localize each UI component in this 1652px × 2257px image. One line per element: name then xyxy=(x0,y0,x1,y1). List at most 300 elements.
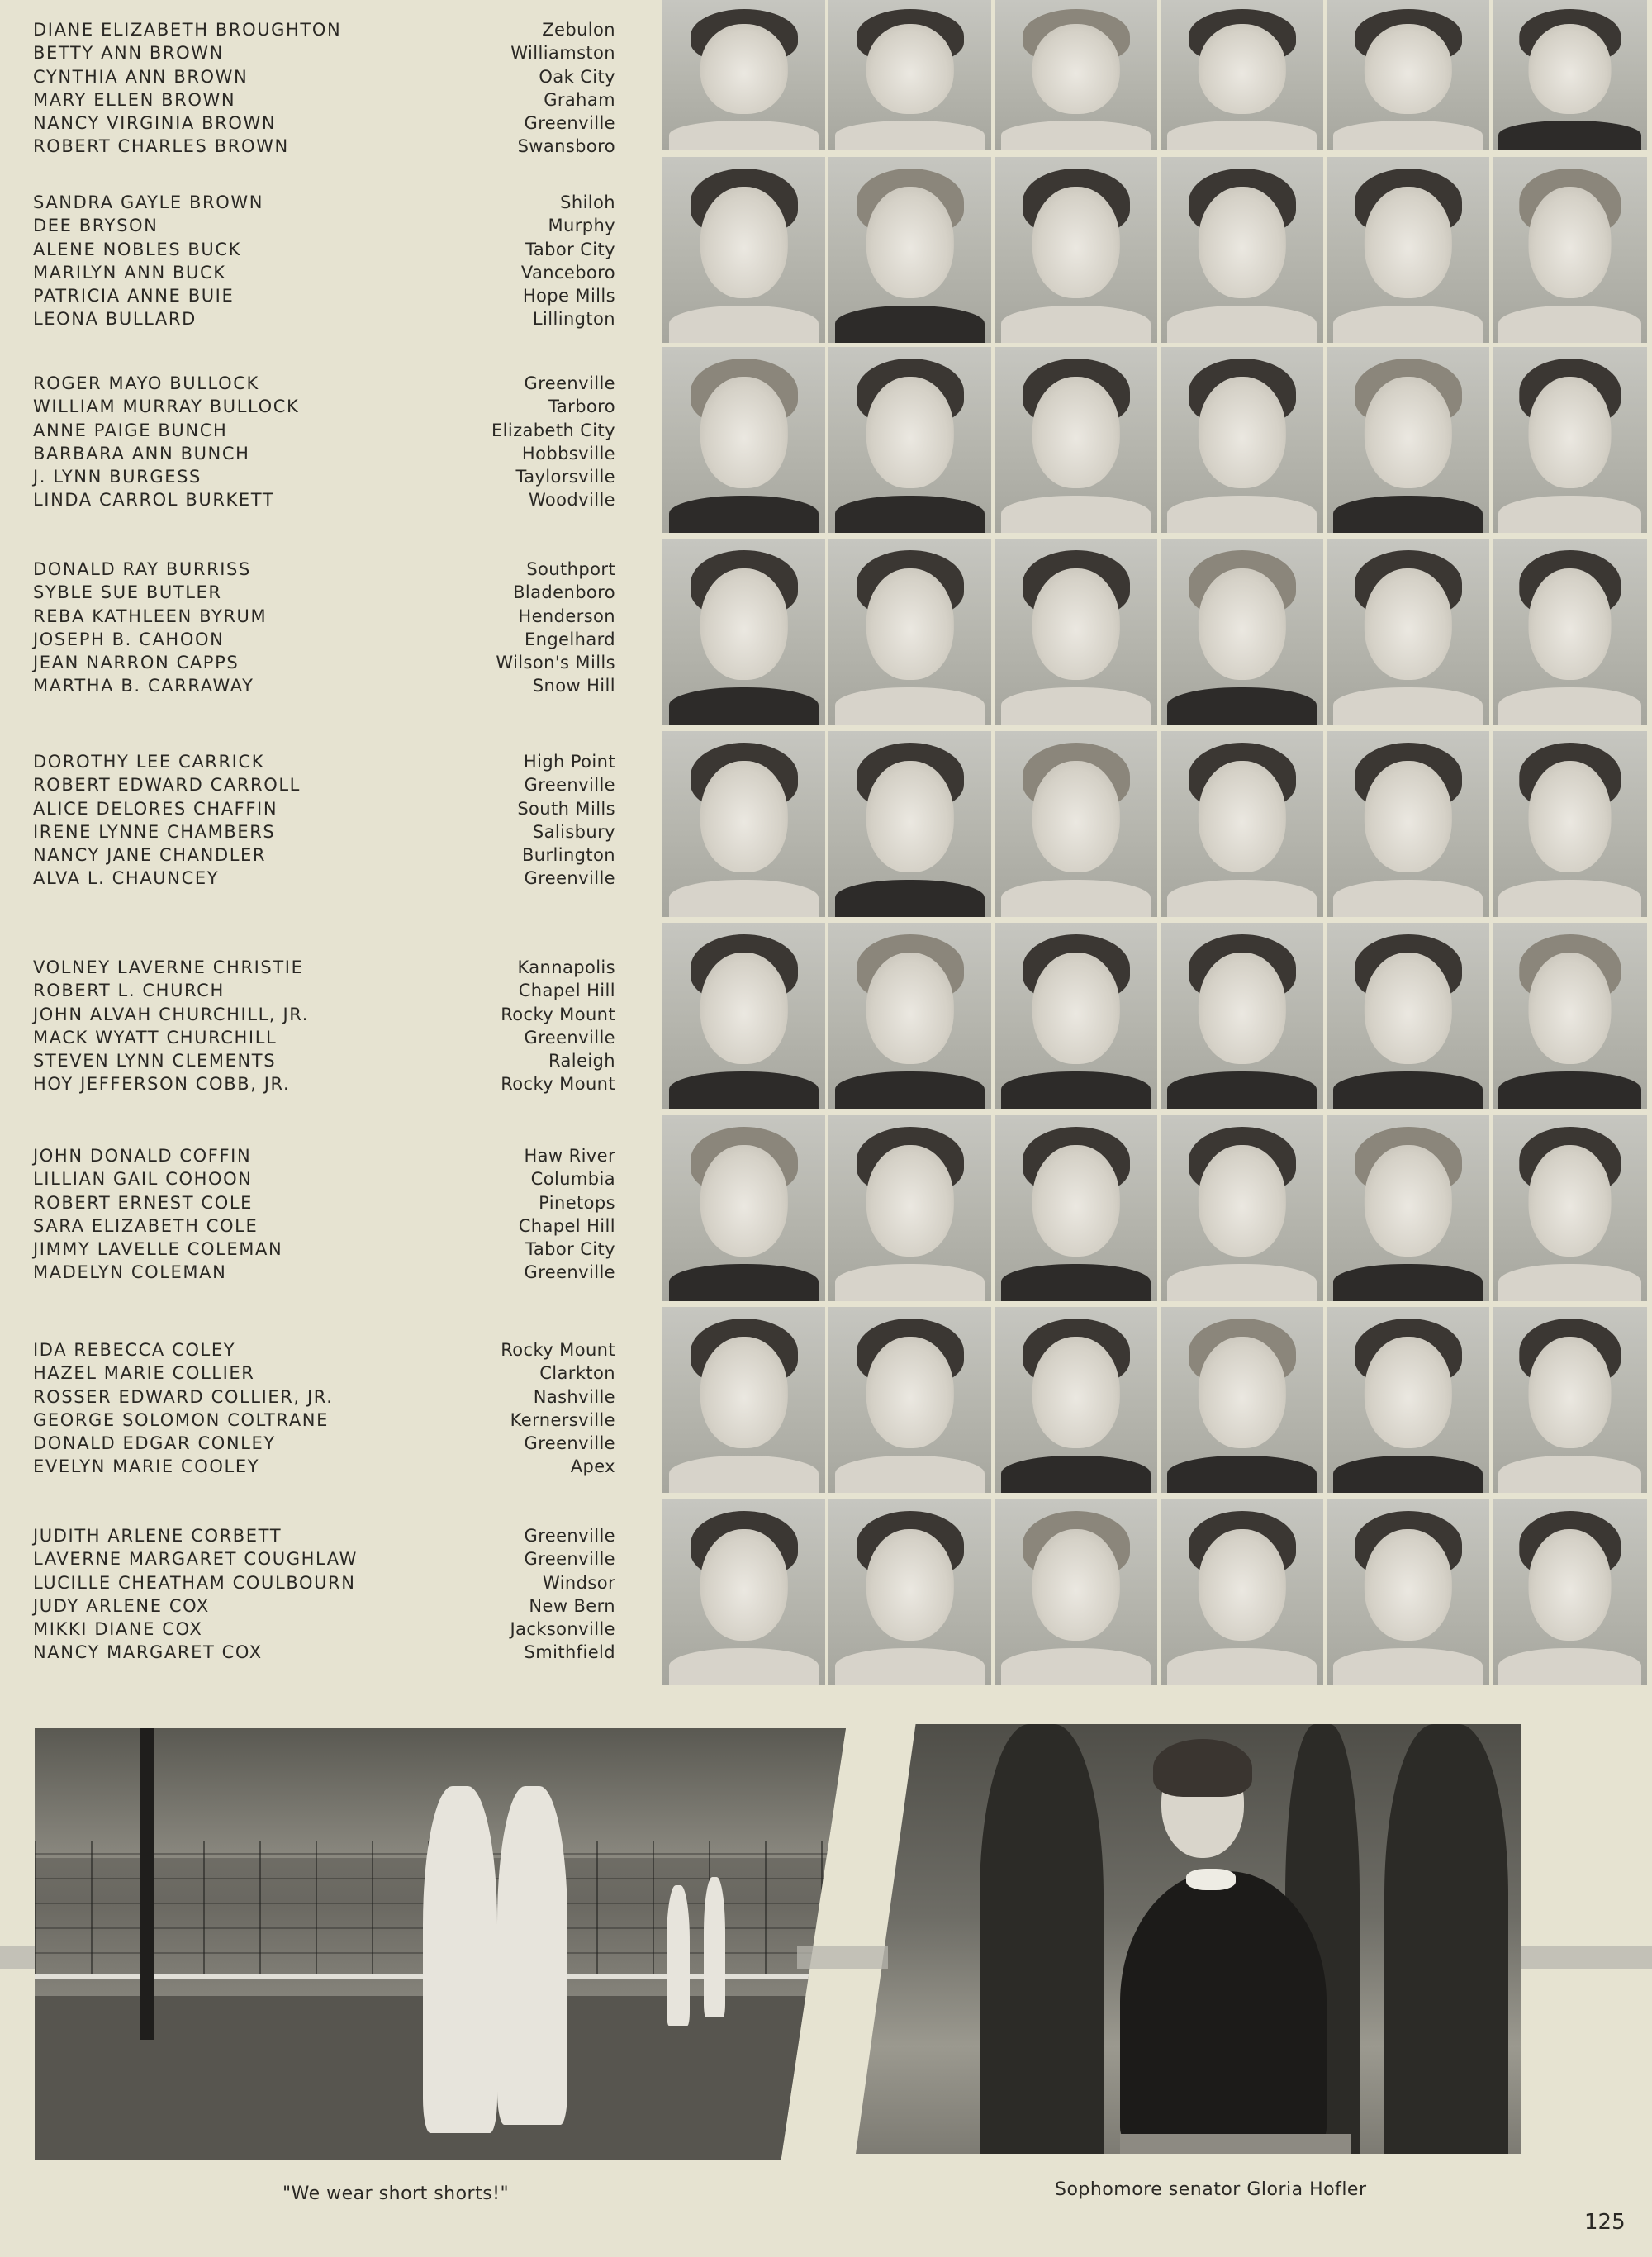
student-row xyxy=(33,1361,615,1385)
student-hometown: Oak City xyxy=(539,66,615,87)
student-name: DOROTHY LEE CARRICK xyxy=(33,752,265,772)
portrait-face xyxy=(1032,1145,1119,1257)
portrait-shoulders xyxy=(1001,1264,1151,1301)
student-name: JIMMY LAVELLE COLEMAN xyxy=(33,1239,283,1260)
student-hometown: Greenville xyxy=(524,1027,615,1048)
senator-collar xyxy=(1186,1869,1236,1890)
student-row xyxy=(33,797,615,820)
student-name: JUDITH ARLENE CORBETT xyxy=(33,1526,282,1546)
student-row xyxy=(33,307,615,330)
student-portrait xyxy=(1493,157,1647,343)
student-portrait xyxy=(828,923,991,1109)
senator-figure xyxy=(1120,1871,1327,2144)
student-portrait xyxy=(662,1115,825,1301)
player-figure xyxy=(704,1877,725,2017)
student-name: DONALD RAY BURRISS xyxy=(33,559,251,579)
student-name: DEE BRYSON xyxy=(33,216,159,236)
student-row xyxy=(33,488,615,511)
player-figure xyxy=(497,1786,567,2125)
student-row xyxy=(33,1618,615,1641)
portrait-shoulders xyxy=(1001,687,1151,725)
student-group xyxy=(33,750,615,891)
portrait-face xyxy=(866,761,953,872)
portrait-face xyxy=(1364,1529,1451,1641)
student-name: JOSEPH B. CAHOON xyxy=(33,629,225,649)
portrait-face xyxy=(1198,1145,1285,1257)
student-row xyxy=(33,558,615,581)
student-name: GEORGE SOLOMON COLTRANE xyxy=(33,1409,329,1430)
student-portrait xyxy=(662,1307,825,1493)
portrait-shoulders xyxy=(1001,496,1151,533)
student-row xyxy=(33,1524,615,1547)
student-hometown: Kernersville xyxy=(510,1409,615,1430)
student-row xyxy=(33,284,615,307)
student-portrait xyxy=(1327,1307,1489,1493)
student-portrait xyxy=(828,157,991,343)
student-hometown: Tarboro xyxy=(548,397,615,417)
student-hometown: Greenville xyxy=(524,775,615,796)
student-hometown: Zebulon xyxy=(542,20,615,40)
portrait-shoulders xyxy=(835,687,985,725)
student-group xyxy=(33,1524,615,1665)
student-name: ROBERT CHARLES BROWN xyxy=(33,136,289,157)
portrait-face xyxy=(700,1145,787,1257)
portrait-face xyxy=(1198,1337,1285,1448)
portrait-face xyxy=(866,377,953,488)
student-hometown: Greenville xyxy=(524,1433,615,1454)
student-hometown: Rocky Mount xyxy=(501,1074,615,1095)
student-hometown: Salisbury xyxy=(532,821,615,842)
student-row xyxy=(33,88,615,112)
student-row xyxy=(33,1432,615,1455)
portrait-face xyxy=(700,377,787,488)
portrait-face xyxy=(1364,761,1451,872)
student-hometown: Bladenboro xyxy=(513,582,615,603)
portrait-face xyxy=(1198,1529,1285,1641)
student-row xyxy=(33,1049,615,1072)
portrait-row xyxy=(662,1307,1652,1493)
student-name: JUDY ARLENE COX xyxy=(33,1595,210,1616)
student-group xyxy=(33,956,615,1096)
portrait-shoulders xyxy=(1167,1648,1317,1685)
portrait-shoulders xyxy=(1001,1456,1151,1493)
student-portrait xyxy=(1327,157,1489,343)
student-portrait xyxy=(1161,731,1323,917)
student-portrait xyxy=(662,731,825,917)
student-portrait xyxy=(1493,731,1647,917)
student-name: ALICE DELORES CHAFFIN xyxy=(33,798,278,819)
student-portrait xyxy=(1493,1307,1647,1493)
student-row xyxy=(33,261,615,284)
portrait-face xyxy=(1364,24,1451,114)
student-hometown: Engelhard xyxy=(524,629,615,649)
portrait-face xyxy=(1528,1529,1612,1641)
student-hometown: Rocky Mount xyxy=(501,1004,615,1024)
portrait-shoulders xyxy=(1498,121,1640,150)
tree xyxy=(980,1724,1104,2154)
player-figure xyxy=(423,1786,497,2133)
student-name: JOHN ALVAH CHURCHILL, JR. xyxy=(33,1004,309,1024)
student-name: LINDA CARROL BURKETT xyxy=(33,490,275,511)
portrait-face xyxy=(1198,568,1285,680)
student-portrait xyxy=(662,539,825,725)
portrait-face xyxy=(1198,24,1285,114)
student-row xyxy=(33,465,615,488)
portrait-shoulders xyxy=(1001,880,1151,917)
student-hometown: Clarkton xyxy=(539,1363,615,1384)
student-portrait xyxy=(1161,923,1323,1109)
portrait-face xyxy=(1032,1337,1119,1448)
student-hometown: Greenville xyxy=(524,113,615,134)
student-row xyxy=(33,956,615,979)
student-row xyxy=(33,1641,615,1664)
decorative-strip xyxy=(797,1946,888,1969)
student-row xyxy=(33,372,615,395)
portrait-face xyxy=(1528,1145,1612,1257)
portrait-shoulders xyxy=(669,687,819,725)
student-name: LUCILLE CHEATHAM COULBOURN xyxy=(33,1572,356,1593)
student-hometown: Woodville xyxy=(528,490,615,511)
portrait-face xyxy=(700,24,787,114)
student-hometown: Greenville xyxy=(524,1549,615,1570)
portrait-shoulders xyxy=(1167,687,1317,725)
student-name: CYNTHIA ANN BROWN xyxy=(33,66,249,87)
student-portrait xyxy=(1327,347,1489,533)
student-portrait xyxy=(1161,157,1323,343)
portrait-face xyxy=(1528,761,1612,872)
portrait-shoulders xyxy=(1001,121,1151,150)
student-name: DIANE ELIZABETH BROUGHTON xyxy=(33,20,342,40)
student-hometown: New Bern xyxy=(529,1595,615,1616)
student-row xyxy=(33,1594,615,1618)
student-hometown: Lillington xyxy=(532,309,615,330)
student-portrait xyxy=(1493,1499,1647,1685)
portrait-face xyxy=(1032,953,1119,1064)
portrait-face xyxy=(1032,24,1119,114)
student-row xyxy=(33,1571,615,1594)
portrait-face xyxy=(866,1145,953,1257)
student-portrait xyxy=(1493,539,1647,725)
portrait-face xyxy=(866,953,953,1064)
student-name: WILLIAM MURRAY BULLOCK xyxy=(33,397,300,417)
portrait-shoulders xyxy=(1333,1648,1483,1685)
student-row xyxy=(33,581,615,604)
student-row xyxy=(33,442,615,465)
student-row xyxy=(33,843,615,867)
portrait-shoulders xyxy=(1498,1648,1640,1685)
student-row xyxy=(33,18,615,41)
student-row xyxy=(33,1455,615,1478)
portrait-shoulders xyxy=(835,1071,985,1109)
student-group xyxy=(33,1338,615,1479)
student-name: EVELYN MARIE COOLEY xyxy=(33,1456,260,1477)
student-hometown: Elizabeth City xyxy=(491,420,615,440)
student-portrait xyxy=(1493,347,1647,533)
portrait-shoulders xyxy=(835,880,985,917)
student-hometown: Southport xyxy=(526,559,615,579)
student-portrait xyxy=(662,0,825,150)
student-row xyxy=(33,1003,615,1026)
student-row xyxy=(33,395,615,418)
senator-photo xyxy=(856,1724,1521,2154)
student-portrait xyxy=(1327,1115,1489,1301)
student-portrait xyxy=(828,0,991,150)
student-name: NANCY JANE CHANDLER xyxy=(33,845,267,866)
student-row xyxy=(33,65,615,88)
student-name: JEAN NARRON CAPPS xyxy=(33,653,240,673)
student-name: MARY ELLEN BROWN xyxy=(33,89,236,110)
portrait-face xyxy=(700,568,787,680)
portrait-row xyxy=(662,923,1652,1109)
student-portrait xyxy=(828,731,991,917)
student-row xyxy=(33,238,615,261)
portrait-shoulders xyxy=(1498,880,1640,917)
student-name: HAZEL MARIE COLLIER xyxy=(33,1363,255,1384)
student-portrait xyxy=(828,1499,991,1685)
student-row xyxy=(33,41,615,64)
portrait-shoulders xyxy=(835,1456,985,1493)
portrait-shoulders xyxy=(1167,121,1317,150)
student-name: BETTY ANN BROWN xyxy=(33,43,224,64)
student-portrait xyxy=(995,1115,1157,1301)
portrait-shoulders xyxy=(1167,1071,1317,1109)
portrait-face xyxy=(1528,377,1612,488)
student-hometown: Chapel Hill xyxy=(518,1215,615,1236)
player-figure xyxy=(667,1885,690,2026)
portrait-shoulders xyxy=(1167,1264,1317,1301)
student-row xyxy=(33,191,615,214)
student-name: J. LYNN BURGESS xyxy=(33,467,202,487)
student-name: LILLIAN GAIL COHOON xyxy=(33,1169,253,1190)
student-portrait xyxy=(995,1499,1157,1685)
portrait-shoulders xyxy=(1333,1456,1483,1493)
student-name: ROGER MAYO BULLOCK xyxy=(33,373,259,393)
senator-hair xyxy=(1153,1739,1252,1797)
student-hometown: Swansboro xyxy=(517,136,615,157)
portrait-shoulders xyxy=(1498,306,1640,343)
student-portrait xyxy=(662,1499,825,1685)
portrait-face xyxy=(1032,761,1119,872)
portrait-face xyxy=(1364,377,1451,488)
student-portrait xyxy=(1493,0,1647,150)
student-name: MACK WYATT CHURCHILL xyxy=(33,1027,278,1048)
portrait-row xyxy=(662,1115,1652,1301)
portrait-shoulders xyxy=(1498,1264,1640,1301)
portrait-face xyxy=(866,568,953,680)
student-portrait xyxy=(1161,1499,1323,1685)
student-hometown: Snow Hill xyxy=(532,676,615,696)
portrait-row xyxy=(662,1499,1652,1685)
portrait-face xyxy=(1528,568,1612,680)
decorative-strip xyxy=(0,1946,35,1969)
portrait-shoulders xyxy=(835,306,985,343)
student-row xyxy=(33,773,615,796)
portrait-shoulders xyxy=(1167,880,1317,917)
portrait-shoulders xyxy=(669,496,819,533)
student-hometown: High Point xyxy=(523,752,615,772)
student-hometown: Wilson's Mills xyxy=(496,653,615,673)
portrait-shoulders xyxy=(669,1648,819,1685)
portrait-shoulders xyxy=(1001,306,1151,343)
student-row xyxy=(33,1547,615,1570)
student-name: ANNE PAIGE BUNCH xyxy=(33,420,228,440)
portrait-face xyxy=(1364,953,1451,1064)
student-hometown: Shiloh xyxy=(560,192,615,212)
student-name: ROBERT ERNEST COLE xyxy=(33,1192,253,1213)
student-hometown: Greenville xyxy=(524,868,615,889)
student-portrait xyxy=(995,1307,1157,1493)
portrait-face xyxy=(1032,1529,1119,1641)
student-group xyxy=(33,558,615,698)
student-portrait xyxy=(995,347,1157,533)
student-portrait xyxy=(995,0,1157,150)
portrait-face xyxy=(700,1337,787,1448)
portrait-shoulders xyxy=(1333,1264,1483,1301)
portrait-shoulders xyxy=(669,1071,819,1109)
student-hometown: Murphy xyxy=(548,216,615,236)
student-portrait xyxy=(995,731,1157,917)
student-portrait xyxy=(662,923,825,1109)
student-name: SYBLE SUE BUTLER xyxy=(33,582,222,603)
student-hometown: Tabor City xyxy=(525,1239,615,1260)
student-portrait xyxy=(995,539,1157,725)
student-hometown: Pinetops xyxy=(539,1192,615,1213)
portrait-shoulders xyxy=(1167,1456,1317,1493)
student-portrait xyxy=(828,1307,991,1493)
student-name: ROBERT L. CHURCH xyxy=(33,981,225,1001)
portrait-face xyxy=(1528,24,1612,114)
student-portrait xyxy=(662,347,825,533)
portrait-face xyxy=(700,953,787,1064)
student-row xyxy=(33,628,615,651)
portrait-face xyxy=(1528,187,1612,298)
portrait-shoulders xyxy=(835,1264,985,1301)
page-number: 125 xyxy=(1584,2210,1626,2235)
student-hometown: Rocky Mount xyxy=(501,1340,615,1360)
student-portrait xyxy=(1161,0,1323,150)
portrait-shoulders xyxy=(669,880,819,917)
student-hometown: Greenville xyxy=(524,1262,615,1283)
portrait-face xyxy=(1198,953,1285,1064)
portrait-row xyxy=(662,347,1652,533)
portrait-shoulders xyxy=(669,306,819,343)
student-hometown: Greenville xyxy=(524,1526,615,1546)
portrait-face xyxy=(866,1529,953,1641)
portrait-face xyxy=(1528,1337,1612,1448)
student-row xyxy=(33,979,615,1002)
portrait-face xyxy=(1198,187,1285,298)
student-portrait xyxy=(1493,1115,1647,1301)
senator-caption: Sophomore senator Gloria Hofler xyxy=(1055,2179,1367,2200)
student-name: SARA ELIZABETH COLE xyxy=(33,1215,259,1236)
student-group xyxy=(33,372,615,512)
student-hometown: Burlington xyxy=(521,845,615,866)
student-hometown: Chapel Hill xyxy=(518,981,615,1001)
tree xyxy=(1384,1724,1508,2154)
student-hometown: Columbia xyxy=(530,1169,615,1190)
student-hometown: South Mills xyxy=(517,798,615,819)
student-portrait xyxy=(1493,923,1647,1109)
student-portrait xyxy=(662,157,825,343)
portrait-face xyxy=(700,187,787,298)
portrait-face xyxy=(1364,187,1451,298)
stone-wall xyxy=(1120,2134,1351,2154)
student-row xyxy=(33,419,615,442)
student-name: LAVERNE MARGARET COUGHLAW xyxy=(33,1549,358,1570)
portrait-shoulders xyxy=(669,1456,819,1493)
student-name: REBA KATHLEEN BYRUM xyxy=(33,606,268,626)
student-name: DONALD EDGAR CONLEY xyxy=(33,1433,276,1454)
portrait-shoulders xyxy=(1498,687,1640,725)
student-row xyxy=(33,214,615,237)
student-hometown: Taylorsville xyxy=(515,467,615,487)
portrait-shoulders xyxy=(835,1648,985,1685)
portrait-face xyxy=(1032,187,1119,298)
portrait-shoulders xyxy=(1333,687,1483,725)
portrait-shoulders xyxy=(1498,496,1640,533)
student-name: ALVA L. CHAUNCEY xyxy=(33,868,220,889)
student-name: HOY JEFFERSON COBB, JR. xyxy=(33,1074,291,1095)
portrait-shoulders xyxy=(1333,880,1483,917)
student-hometown: Tabor City xyxy=(525,239,615,259)
student-portrait xyxy=(828,539,991,725)
student-row xyxy=(33,1338,615,1361)
light-pole xyxy=(140,1728,154,2040)
portrait-face xyxy=(866,24,953,114)
portrait-face xyxy=(700,1529,787,1641)
student-name: IDA REBECCA COLEY xyxy=(33,1340,236,1360)
portrait-face xyxy=(1364,1145,1451,1257)
student-row xyxy=(33,1072,615,1095)
student-row xyxy=(33,651,615,674)
student-portrait xyxy=(1327,923,1489,1109)
portrait-face xyxy=(866,187,953,298)
student-name: ALENE NOBLES BUCK xyxy=(33,239,242,259)
portrait-face xyxy=(700,761,787,872)
student-hometown: Henderson xyxy=(518,606,615,626)
portrait-shoulders xyxy=(669,1264,819,1301)
student-name: STEVEN LYNN CLEMENTS xyxy=(33,1051,277,1071)
portrait-face xyxy=(1032,568,1119,680)
portrait-face xyxy=(1032,377,1119,488)
student-name: BARBARA ANN BUNCH xyxy=(33,443,250,463)
portrait-face xyxy=(1528,953,1612,1064)
student-name: JOHN DONALD COFFIN xyxy=(33,1146,252,1166)
portrait-row xyxy=(662,157,1652,343)
portrait-shoulders xyxy=(1333,306,1483,343)
student-name: NANCY VIRGINIA BROWN xyxy=(33,113,277,134)
student-row xyxy=(33,1191,615,1214)
student-row xyxy=(33,1026,615,1049)
student-row xyxy=(33,1261,615,1284)
student-group xyxy=(33,1144,615,1285)
student-hometown: Smithfield xyxy=(524,1642,615,1663)
portrait-shoulders xyxy=(835,121,985,150)
student-row xyxy=(33,820,615,843)
portrait-face xyxy=(1364,568,1451,680)
student-row xyxy=(33,1214,615,1238)
portrait-face xyxy=(1364,1337,1451,1448)
student-name: VOLNEY LAVERNE CHRISTIE xyxy=(33,957,304,977)
student-name: PATRICIA ANNE BUIE xyxy=(33,286,235,306)
student-portrait xyxy=(1327,731,1489,917)
student-row xyxy=(33,1409,615,1432)
student-row xyxy=(33,1167,615,1190)
student-row xyxy=(33,867,615,890)
student-hometown: Jacksonville xyxy=(510,1619,615,1640)
portrait-shoulders xyxy=(1498,1071,1640,1109)
student-portrait xyxy=(828,347,991,533)
